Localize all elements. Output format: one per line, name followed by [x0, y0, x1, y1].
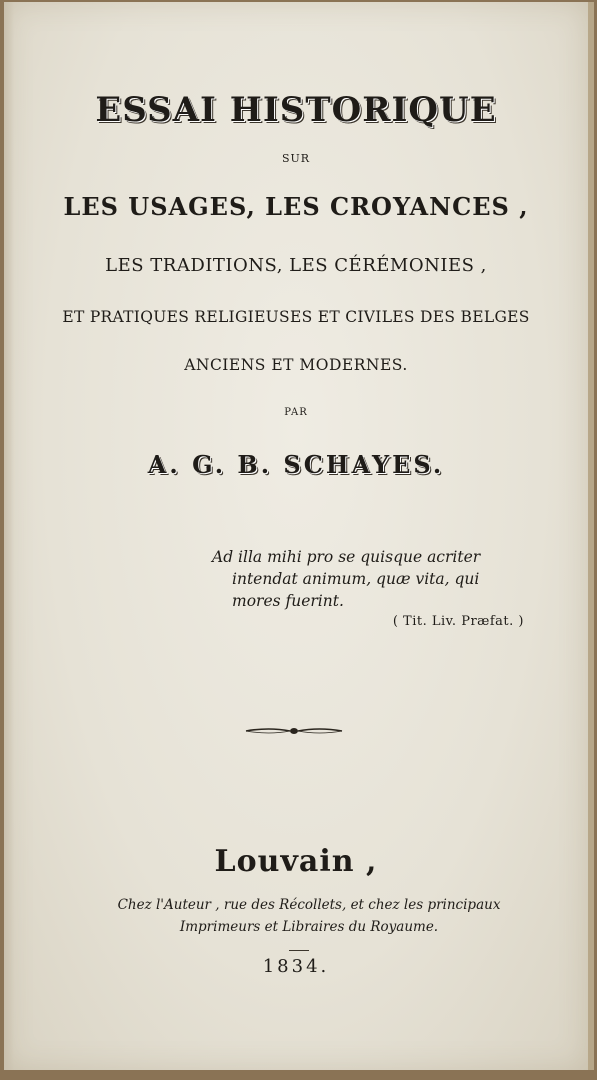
ornament-rule-icon: [244, 724, 344, 738]
sur-label: SUR: [281, 152, 311, 165]
epigraph-line-3: mores fuerint.: [232, 592, 344, 610]
subtitle-line-1: LES USAGES, LES CROYANCES ,: [63, 192, 529, 221]
year-divider: [289, 950, 309, 951]
book-title: ESSAI HISTORIQUE: [95, 90, 497, 130]
epigraph-line-2: intendat animum, quæ vita, qui: [232, 570, 480, 588]
epigraph: [212, 546, 538, 612]
publisher-line-1: Chez l'Auteur , rue des Récollets, et chez les principaux: [117, 897, 501, 913]
subtitle-line-2: LES TRADITIONS, LES CÉRÉMONIES ,: [105, 255, 487, 276]
epigraph-line-1: Ad illa mihi pro se quisque acriter: [212, 548, 481, 566]
par-label: PAR: [284, 407, 308, 418]
publication-year: 1834.: [262, 956, 330, 977]
subtitle-line-4: ANCIENS ET MODERNES.: [184, 356, 408, 374]
publisher-line-2: Imprimeurs et Libraires du Royaume.: [179, 919, 439, 935]
subtitle-line-3: ET PRATIQUES RELIGIEUSES ET CIVILES DES BELGES: [62, 308, 530, 326]
author-name: A. G. B. SCHAYES.: [147, 450, 445, 479]
place-of-publication: Louvain ,: [214, 844, 378, 879]
publisher-imprint: [44, 894, 574, 938]
title-page: [4, 2, 594, 1070]
epigraph-source: ( Tit. Liv. Præfat. ): [392, 614, 524, 629]
